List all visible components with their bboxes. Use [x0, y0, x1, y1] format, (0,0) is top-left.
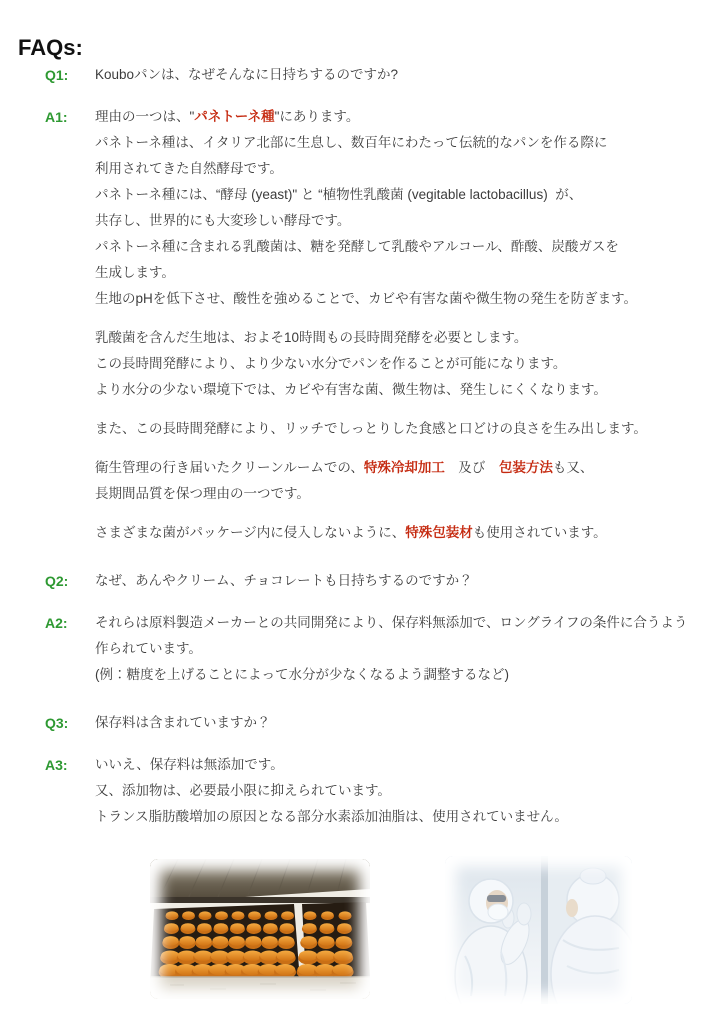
- question-text: なぜ、あんやクリーム、チョコレートも日持ちするのですか？: [95, 573, 473, 588]
- answer-label: A1:: [45, 109, 68, 125]
- faq-item: [45, 62, 705, 546]
- answer-label: A2:: [45, 615, 68, 631]
- bakery-oven-photo: [150, 859, 370, 999]
- question-text: Kouboパンは、なぜそんなに日持ちするのですか?: [95, 67, 399, 82]
- answer-line: さまざまな菌がパッケージ内に侵入しないように、特殊包装材も使用されています。: [95, 525, 607, 540]
- answer-line: この長時間発酵により、より少ない水分でパンを作ることが可能になります。: [95, 356, 567, 371]
- answer-line: 乳酸菌を含んだ生地は、およそ10時間もの長時間発酵を必要とします。: [95, 330, 528, 345]
- question-label: Q1:: [45, 67, 69, 83]
- faq-item: [45, 710, 705, 830]
- answer-text: [95, 104, 647, 546]
- answer-line: より水分の少ない環境下では、カビや有害な菌、微生物は、発生しにくくなります。: [95, 382, 607, 397]
- cleanroom-workers-photo: [445, 856, 632, 1004]
- answer-line: 又、添加物は、必要最小限に抑えられています。: [95, 783, 391, 798]
- answer-line: パネトーネ種に含まれる乳酸菌は、糖を発酵して乳酸やアルコール、酢酸、炭酸ガスを: [95, 239, 619, 254]
- worker-front-figure: [455, 879, 535, 1004]
- worker-back-figure: [551, 868, 632, 1004]
- answer-row: [45, 104, 705, 546]
- question-text: 保存料は含まれていますか？: [95, 715, 271, 730]
- answer-label: A3:: [45, 757, 68, 773]
- answer-line: それらは原料製造メーカーとの共同開発により、保存料無添加で、ロングライフの条件に合うよう: [95, 615, 688, 630]
- answer-line: いいえ、保存料は無添加です。: [95, 757, 284, 772]
- page-title: FAQs:: [18, 34, 83, 60]
- answer-paragraph: [95, 752, 568, 830]
- answer-line: トランス脂肪酸増加の原因となる部分水素添加油脂は、使用されていません。: [95, 809, 568, 824]
- answer-line: 作られています。: [95, 641, 202, 656]
- answer-paragraph: [95, 455, 647, 507]
- answer-line: パネトーネ種は、イタリア北部に生息し、数百年にわたって伝統的なパンを作る際に: [95, 135, 608, 150]
- answer-line: (例：糖度を上げることによって水分が少なくなるよう調整するなど): [95, 667, 509, 682]
- answer-paragraph: [95, 325, 647, 403]
- answer-line: 理由の一つは、"パネトーネ種"にあります。: [95, 109, 360, 124]
- question-row: [45, 62, 705, 88]
- answer-line: また、この長時間発酵により、リッチでしっとりした食感と口どけの良さを生み出します。: [95, 421, 647, 436]
- answer-text: [95, 610, 687, 688]
- answer-line: 生成します。: [95, 265, 175, 280]
- bakery-oven-illustration: [150, 859, 370, 999]
- answer-paragraph: [95, 520, 647, 546]
- answer-line: 衛生管理の行き届いたクリーンルームでの、特殊冷却加工 及び 包装方法も又、: [95, 460, 594, 475]
- answer-paragraph: [95, 416, 647, 442]
- answer-line: 利用されてきた自然酵母です。: [95, 161, 283, 176]
- answer-row: [45, 610, 705, 688]
- question-row: [45, 710, 705, 736]
- oven-ceiling-ribs: [158, 859, 346, 901]
- question-label: Q3:: [45, 715, 69, 731]
- question-label: Q2:: [45, 573, 69, 589]
- question-row: [45, 568, 705, 594]
- answer-row: [45, 752, 705, 830]
- answer-line: 長期間品質を保つ理由の一つです。: [95, 486, 310, 501]
- bread-rolls: [159, 911, 354, 979]
- answer-paragraph: [95, 610, 687, 688]
- answer-paragraph: [95, 104, 647, 312]
- faq-item: [45, 568, 705, 688]
- answer-line: パネトーネ種には、“酵母 (yeast)" と “植物性乳酸菌 (vegitable lactobacillus) が、: [95, 187, 583, 202]
- faq-list: [45, 62, 705, 830]
- answer-line: 生地のpHを低下させ、酸性を強めることで、カビや有害な菌や微生物の発生を防ぎます。: [95, 291, 638, 306]
- answer-line: 共存し、世界的にも大変珍しい酵母です。: [95, 213, 351, 228]
- cleanroom-illustration: [445, 856, 632, 1004]
- answer-text: [95, 752, 568, 830]
